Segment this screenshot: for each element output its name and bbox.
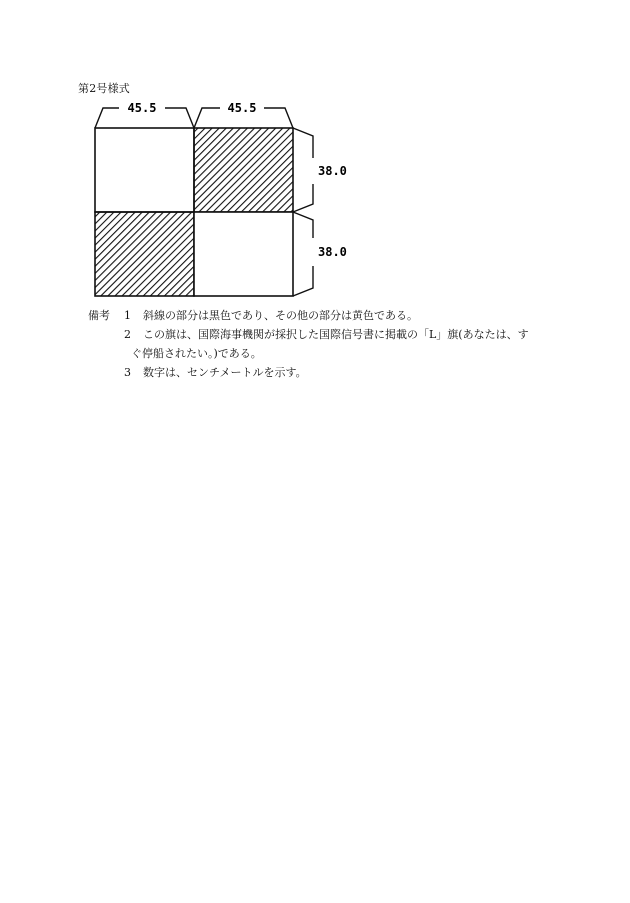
dim-bracket-right-end	[264, 108, 293, 128]
dim-bracket-top	[293, 128, 313, 158]
dim-bracket-bottom	[293, 212, 313, 238]
dim-bracket-top-end	[293, 184, 313, 212]
notes-label: 備考	[88, 309, 110, 322]
dim-bracket-bottom-end	[293, 266, 313, 296]
note-number: 2	[124, 328, 131, 341]
cell-top-left	[95, 128, 194, 212]
dim-bracket-left-end	[165, 108, 194, 128]
cell-bottom-left-hatched	[95, 212, 194, 296]
note-text-continuation: ぐ停船されたい。)である。	[131, 347, 262, 360]
note-number: 3	[124, 366, 131, 379]
note-number: 1	[124, 309, 131, 322]
note-text: この旗は、国際海事機関が採択した国際信号書に掲載の「L」旗(あなたは、す	[143, 328, 529, 341]
dim-label-width-right: 45.5	[227, 101, 257, 115]
dim-label-height-bottom: 38.0	[318, 245, 347, 259]
dim-label-height-top: 38.0	[318, 164, 347, 178]
note-text: 数字は、センチメートルを示す。	[143, 366, 307, 379]
cell-top-right-hatched	[194, 128, 293, 212]
note-text: 斜線の部分は黒色であり、その他の部分は黄色である。	[143, 309, 418, 322]
dim-bracket-left	[95, 108, 119, 128]
dim-bracket-right	[194, 108, 220, 128]
form-title: 第2号様式	[78, 82, 130, 95]
cell-bottom-right	[194, 212, 293, 296]
dim-label-width-left: 45.5	[127, 101, 157, 115]
flag-diagram	[0, 0, 630, 310]
